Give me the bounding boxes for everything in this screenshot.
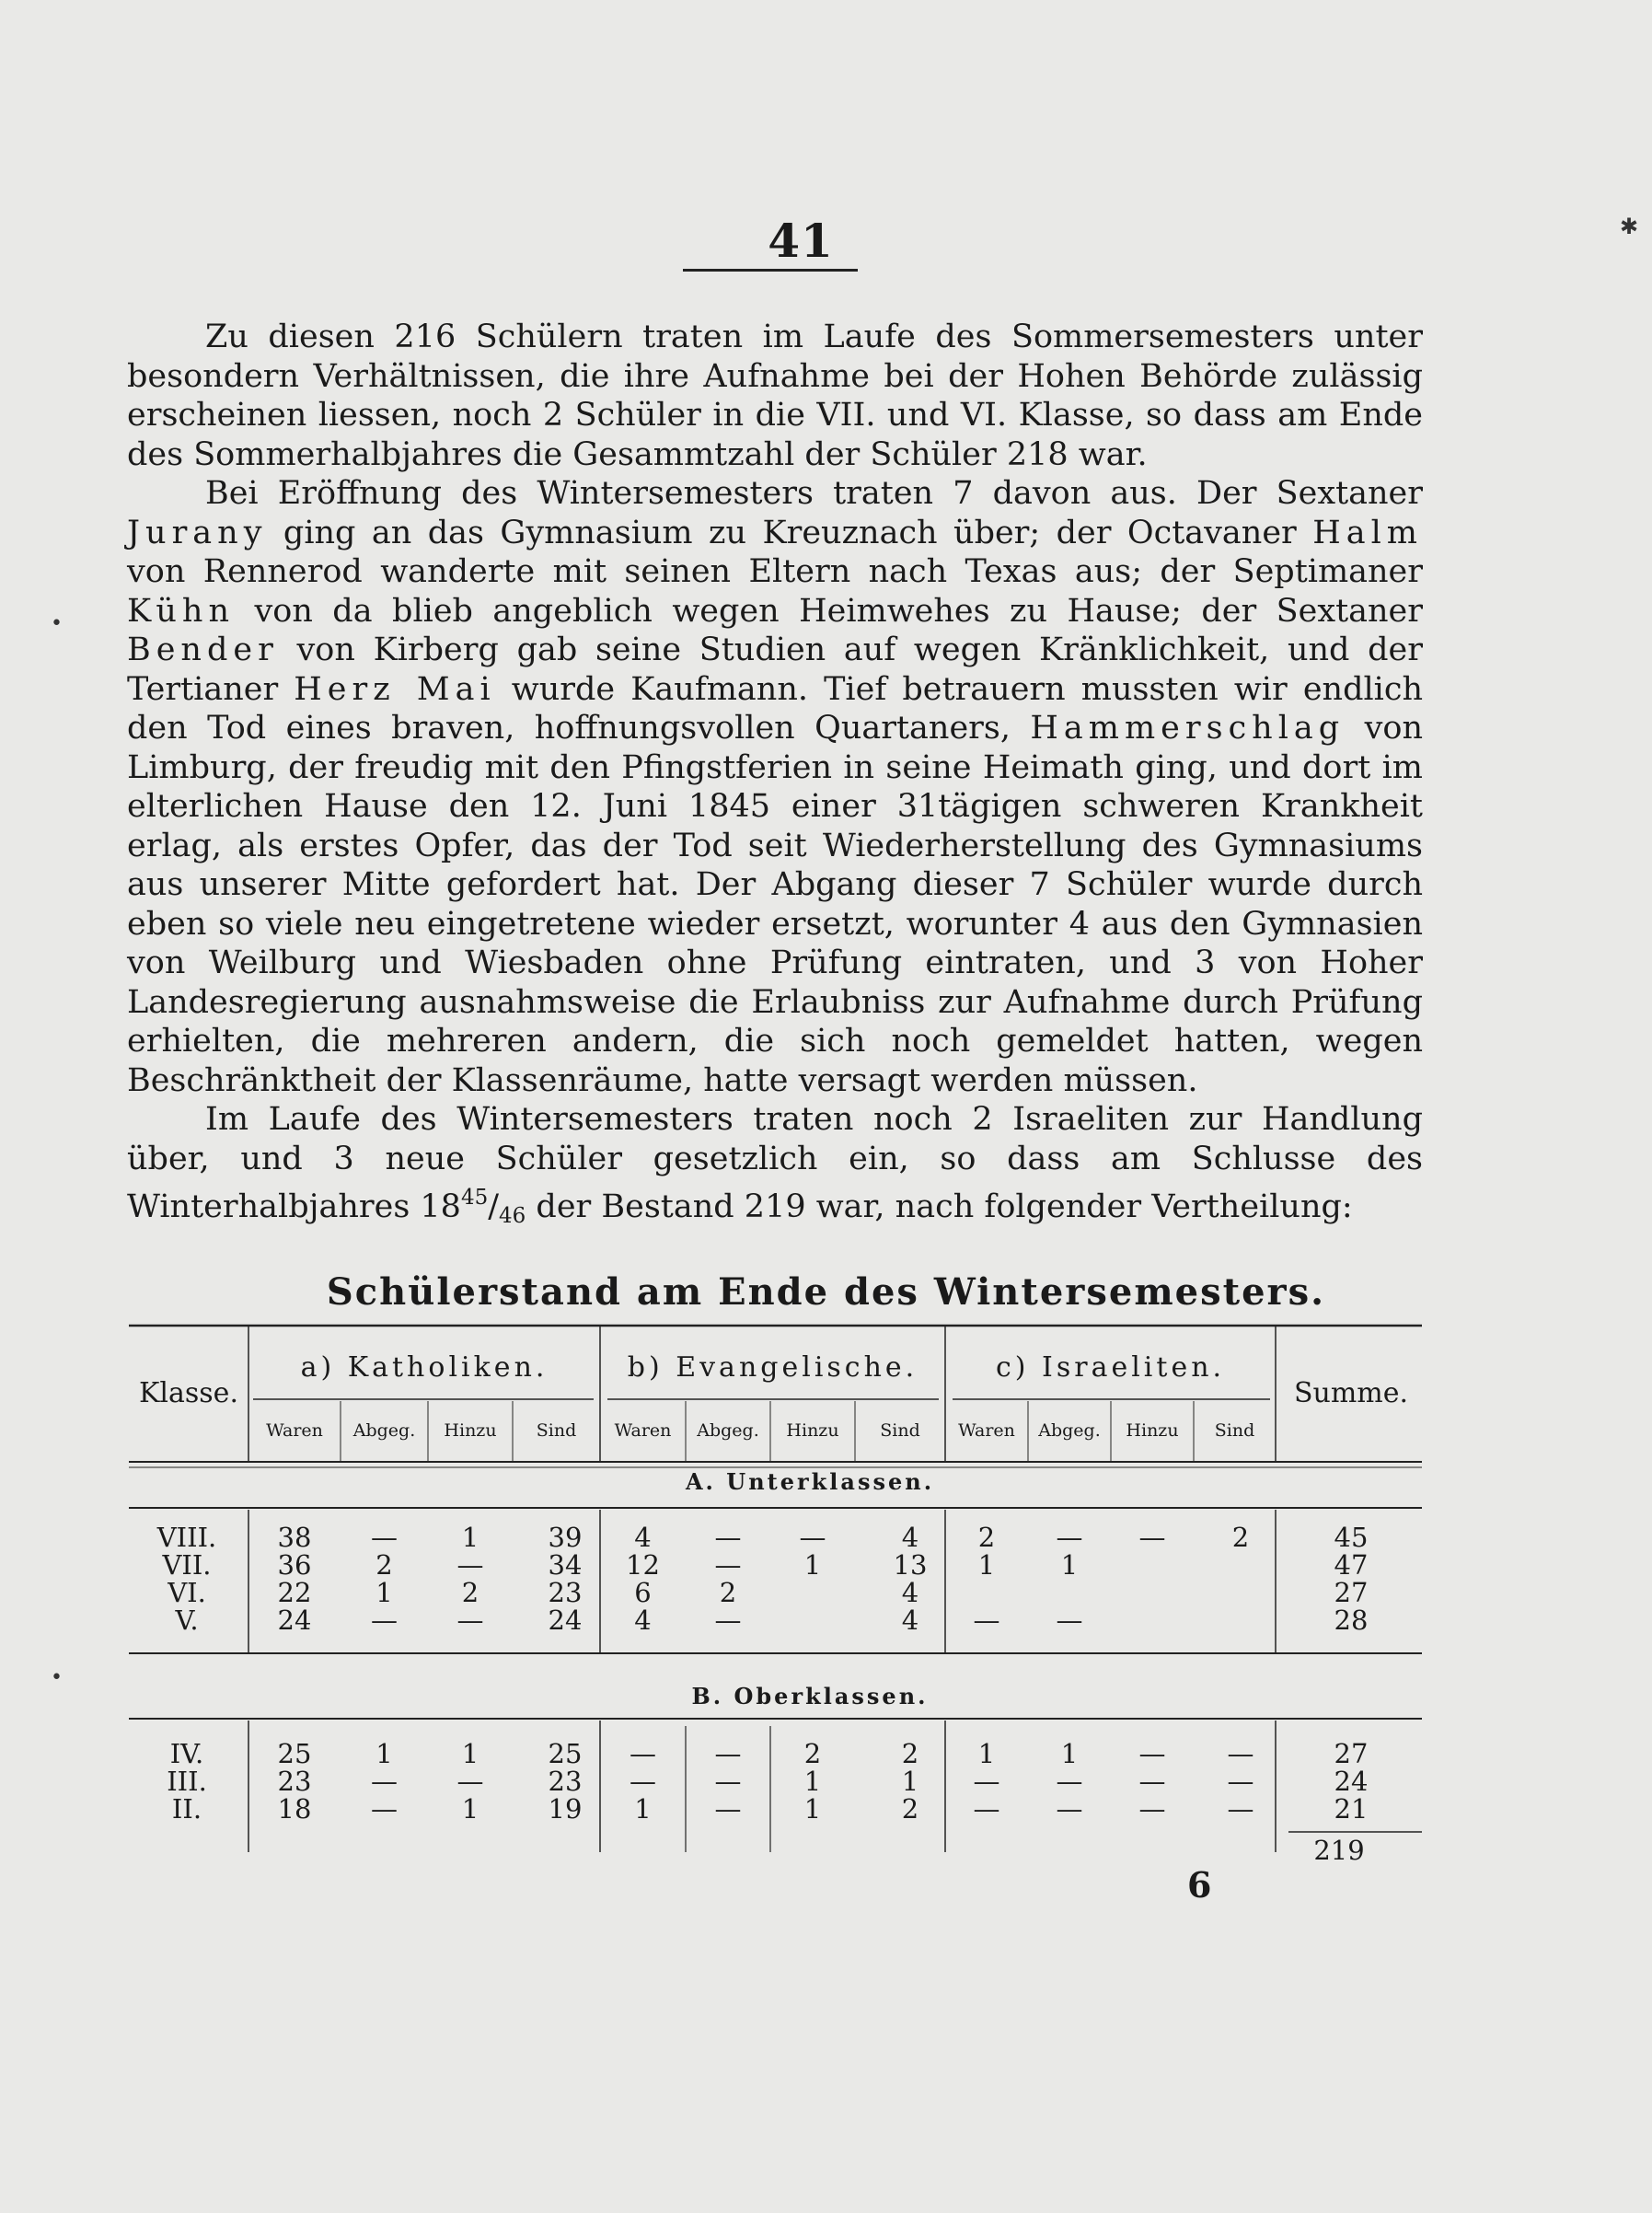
table-cell: 1: [803, 1549, 822, 1581]
header-klasse: Klasse.: [139, 1377, 238, 1409]
table-cell: 6: [634, 1577, 652, 1608]
header-subcol: Abgeg.: [1038, 1420, 1101, 1441]
spaced-name: Jurany: [127, 514, 268, 551]
table-cell: 24: [548, 1605, 583, 1636]
row-summe: 28: [1334, 1605, 1369, 1636]
table-cell: 1: [803, 1766, 822, 1797]
header-summe: Summe.: [1293, 1377, 1409, 1409]
table-cell: 38: [277, 1522, 312, 1553]
table-cell: 23: [548, 1766, 583, 1797]
spaced-name: Hammerschlag: [1030, 710, 1346, 747]
signature-number: 6: [1187, 1864, 1212, 1906]
row-klasse: II.: [171, 1793, 202, 1825]
header-subcol: Sind: [1214, 1420, 1255, 1441]
table-title: Schülerstand am Ende des Wintersemesters.: [326, 1270, 1326, 1314]
table-cell: 24: [277, 1605, 312, 1636]
spaced-name: Kühn: [127, 592, 236, 630]
header-subcol: Hinzu: [786, 1420, 839, 1441]
table-cell: 1: [1060, 1549, 1079, 1581]
spaced-name: Herz Mai: [294, 670, 496, 708]
table-cell: 4: [901, 1605, 919, 1636]
table-cell: 1: [803, 1793, 822, 1825]
row-klasse: VIII.: [156, 1522, 217, 1553]
table-cell: —: [371, 1766, 398, 1797]
spaced-name: Halm: [1312, 514, 1423, 551]
table-cell: 2: [1231, 1522, 1250, 1553]
row-summe: 27: [1334, 1738, 1369, 1769]
table-cell: 4: [634, 1605, 652, 1636]
table-cell: 12: [626, 1549, 660, 1581]
text-run: der Bestand 219 war, nach folgender Vertheilung:: [526, 1188, 1353, 1225]
row-summe: 24: [1334, 1766, 1369, 1797]
table-cell: 1: [1060, 1738, 1079, 1769]
header-subcol: Waren: [958, 1420, 1015, 1441]
header-group-3: c) Israeliten.: [995, 1351, 1226, 1384]
table-cell: 2: [461, 1577, 479, 1608]
table-cell: —: [371, 1605, 398, 1636]
table-cell: 19: [548, 1793, 583, 1825]
header-subcol: Hinzu: [444, 1420, 497, 1441]
table-cell: —: [714, 1766, 742, 1797]
table-cell: —: [973, 1605, 1000, 1636]
text-run: wurde Kaufmann. Tief betrauern mussten wir endlich den Tod eines braven, hoffnungsvollen Quartaners,: [127, 670, 1424, 747]
table-cell: 1: [461, 1738, 479, 1769]
row-klasse: IV.: [169, 1738, 204, 1769]
header-subcol: Abgeg.: [697, 1420, 759, 1441]
header-group-1: a) Katholiken.: [300, 1351, 549, 1384]
fraction-slash: /: [488, 1188, 500, 1225]
table-cell: 2: [803, 1738, 822, 1769]
table-cell: 2: [719, 1577, 737, 1608]
table-cell: 25: [277, 1738, 312, 1769]
table-cell: 1: [901, 1766, 919, 1797]
table-cell: —: [1138, 1793, 1166, 1825]
table-cell: —: [456, 1549, 484, 1581]
table-cell: —: [1227, 1738, 1254, 1769]
table-cell: —: [714, 1605, 742, 1636]
table-cell: —: [1138, 1738, 1166, 1769]
table-cell: 1: [977, 1549, 996, 1581]
table-cell: —: [714, 1522, 742, 1553]
table-cell: —: [1056, 1793, 1083, 1825]
table-cell: 1: [461, 1522, 479, 1553]
text-run: von Kirberg gab seine Studien auf wegen Kränklichkeit, und der Tertianer: [127, 631, 1423, 708]
text-run: von da blieb angeblich wegen Heimwehes zu Hause; der Sextaner: [235, 592, 1423, 630]
header-group-2: b) Evangelische.: [627, 1351, 918, 1384]
table-cell: 2: [901, 1738, 919, 1769]
text-run: von Rennerod wanderte mit seinen Eltern nach Texas aus; der Septimaner: [127, 553, 1423, 590]
header-subcol: Hinzu: [1126, 1420, 1179, 1441]
header-subcol: Waren: [266, 1420, 323, 1441]
table-cell: 4: [634, 1522, 652, 1553]
table-cell: —: [973, 1766, 1000, 1797]
table-cell: —: [1227, 1766, 1254, 1797]
header-subcol: Waren: [614, 1420, 672, 1441]
table-cell: 2: [901, 1793, 919, 1825]
table-cell: 1: [634, 1793, 652, 1825]
table-cell: 2: [977, 1522, 996, 1553]
ink-dot: •: [51, 1666, 63, 1689]
table-cell: 1: [461, 1793, 479, 1825]
table-cell: —: [714, 1549, 742, 1581]
table-cell: —: [371, 1793, 398, 1825]
table-cell: —: [456, 1605, 484, 1636]
paragraph-1: Zu diesen 216 Schülern traten im Laufe des Sommersemesters unter besondern Verhältnissen, die ihre Aufnahme bei der Hohen Behörde zulässig erscheinen liessen, noch 2 Schüler in die VII. und VI. Klasse, so dass am Ende des Sommerhalbjahres die Gesammtzahl der Schüler 218 war.: [127, 319, 1423, 473]
row-summe: 47: [1334, 1549, 1369, 1581]
table-cell: 13: [893, 1549, 928, 1581]
table-cell: 22: [277, 1577, 312, 1608]
table-cell: 23: [548, 1577, 583, 1608]
fraction-denominator: 46: [499, 1204, 526, 1228]
table-cell: —: [714, 1793, 742, 1825]
row-klasse: V.: [175, 1605, 199, 1636]
table-cell: —: [630, 1738, 656, 1769]
spaced-name: Bender: [127, 631, 279, 668]
text-run: Im Laufe des Wintersemesters traten noch 2 Israeliten zur Handlung über, und 3 neue Schüler gesetzlich ein, so dass am Schlusse des Winterhalbjahres 18: [127, 1101, 1423, 1225]
table-cell: —: [973, 1793, 1000, 1825]
table-cell: 1: [375, 1577, 393, 1608]
table-cell: 18: [277, 1793, 312, 1825]
ink-mark: ✱: [1620, 214, 1639, 239]
table-cell: 23: [277, 1766, 312, 1797]
page-number: 41: [768, 214, 834, 268]
table-cell: 4: [901, 1577, 919, 1608]
fraction-numerator: 45: [460, 1186, 489, 1210]
table-cell: —: [1056, 1522, 1083, 1553]
table-cell: —: [799, 1522, 826, 1553]
header-subcol: Abgeg.: [352, 1420, 416, 1441]
row-summe: 27: [1334, 1577, 1369, 1608]
text-run: Bei Eröffnung des Wintersemesters traten 7 davon aus. Der Sextaner: [205, 475, 1423, 512]
table-cell: —: [1056, 1605, 1083, 1636]
row-summe: 21: [1334, 1793, 1369, 1825]
table-cell: 4: [901, 1522, 919, 1553]
text-run: ging an das Gymnasium zu Kreuznach über; der Octavaner: [267, 514, 1313, 551]
table-cell: 39: [548, 1522, 583, 1553]
section-title: A. Unterklassen.: [685, 1468, 935, 1495]
table-cell: —: [630, 1766, 656, 1797]
table-cell: —: [371, 1522, 398, 1553]
table-cell: —: [1227, 1793, 1254, 1825]
table-cell: 36: [277, 1549, 312, 1581]
row-klasse: III.: [167, 1766, 207, 1797]
row-klasse: VI.: [168, 1577, 206, 1608]
table-cell: 1: [375, 1738, 393, 1769]
row-klasse: VII.: [162, 1549, 212, 1581]
table-cell: —: [714, 1738, 742, 1769]
table-cell: —: [1138, 1522, 1166, 1553]
table-cell: 34: [548, 1549, 583, 1581]
table-cell: —: [456, 1766, 484, 1797]
row-summe: 45: [1334, 1522, 1369, 1553]
table-cell: 2: [375, 1549, 393, 1581]
table-cell: —: [1138, 1766, 1166, 1797]
table-cell: 25: [548, 1738, 583, 1769]
section-title: B. Oberklassen.: [691, 1683, 929, 1709]
header-subcol: Sind: [536, 1420, 577, 1441]
text-run: von Limburg, der freudig mit den Pfingstferien in seine Heimath ging, und dort im elterlichen Hause den 12. Juni 1845 einer 31tägigen schweren Krankheit erlag, als erstes Opfer, das der Tod seit Wiederherstellung des Gymnasiums aus unserer Mitte gefordert hat. Der Abgang dieser 7 Schüler wurde durch eben so viele neu eingetretene wieder ersetzt, worunter 4 aus den Gymnasien von Weilburg und Wiesbaden ohne Prüfung eintraten, und 3 von Hoher Landesregierung ausnahmsweise die Erlaubniss zur Aufnahme durch Prüfung erhielten, die mehreren andern, die sich noch gemeldet hatten, wegen Beschränktheit der Klassenräume, hatte versagt werden müssen.: [127, 710, 1424, 1099]
table-cell: —: [1056, 1766, 1083, 1797]
grand-total: 219: [1313, 1835, 1365, 1866]
ink-dot: •: [51, 612, 63, 635]
header-subcol: Sind: [880, 1420, 920, 1441]
table-cell: 1: [977, 1738, 996, 1769]
